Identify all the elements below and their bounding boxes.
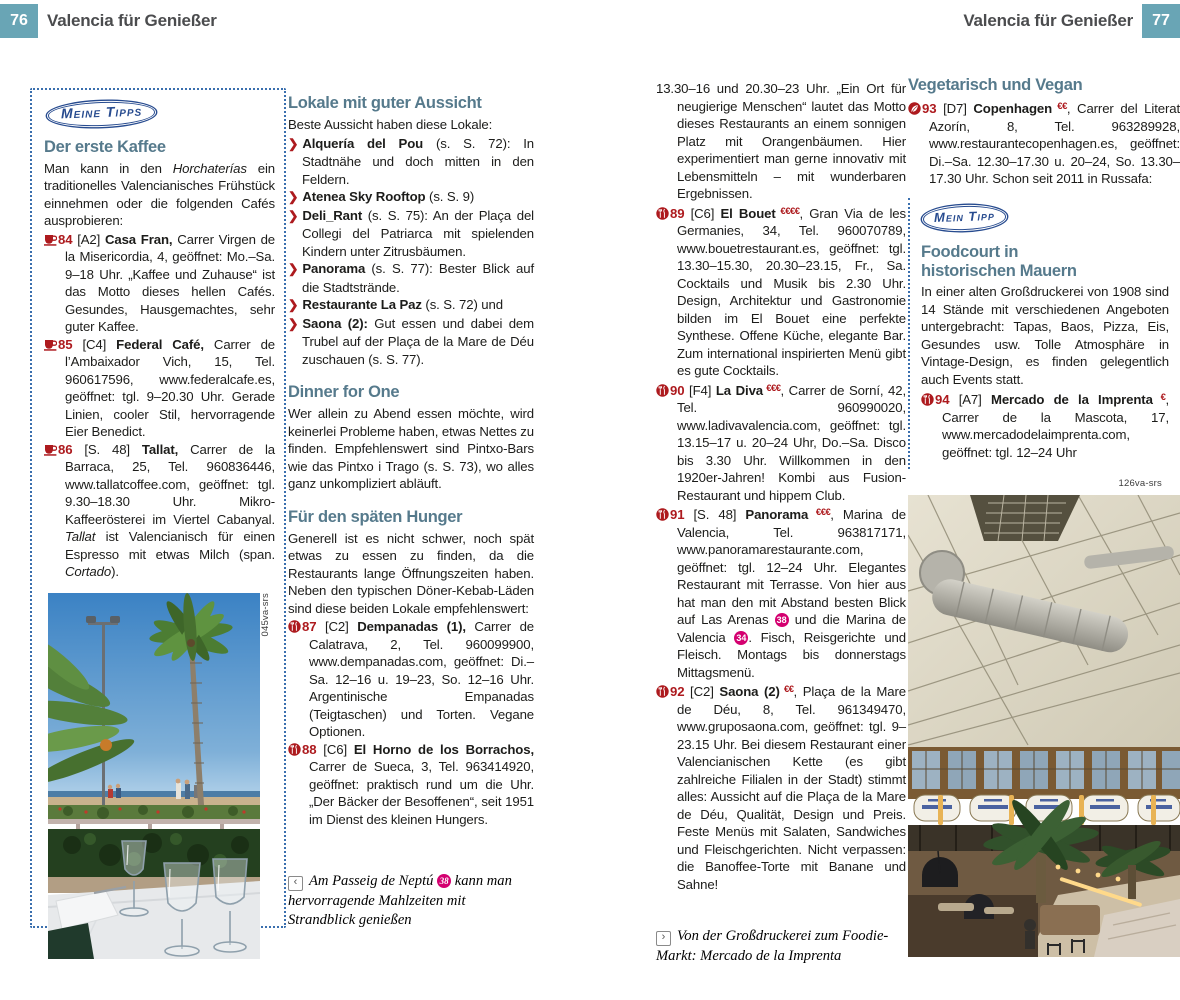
chevron-bullet-icon: ❯ — [288, 136, 299, 151]
poi-entry-89: 89 [C6] El Bouet €€€€, Gran Via de les Germanies, 34, Tel. 960070789, www.bouetrestaurant.es, geöffnet: tgl. 13.30–15.30, 20.30–23.15, Fr., Sa. Cocktails und Musik bis 2.30 Uhr. Design, Architektur und Gastronomie bilden im El Bouet eine perfekte Synthese. Offene Küche, elegante Bar. Zum international inspirierten Menü gibt es gute Cocktails. — [656, 203, 906, 380]
restaurant-entry-list — [656, 203, 906, 894]
beach-restaurant-photo — [48, 592, 271, 959]
view-list-item: ❯ Saona (2): Gut essen und dabei dem Trubel auf der Plaça de la Mare de Déu zuschauen (s. S. 77). — [288, 315, 534, 367]
late-hunger-entry-list — [288, 618, 534, 828]
dinner-paragraph: Wer allein zu Abend essen möchte, wird keinerlei Probleme haben, etwas Nettes zu finden. Empfehlenswert sind Pintxo-Bars wie das Pintxo i Trago (s. S. 73), wo alles ganz unkompliziert abläuft. — [288, 406, 534, 491]
poi-number: 86 — [58, 441, 73, 457]
photo-credit-right: 126va-srs — [1118, 478, 1162, 489]
column-restaurants — [656, 80, 906, 966]
poi-entry-91: 91 [S. 48] Panorama €€€, Marina de Valencia, Tel. 963817171, www.panoramarestaurante.com, geöffnet: tgl. 12–24 Uhr. Elegantes Restaurant mit Terrasse. Von hier aus hat man den mit Abstand besten Blick auf Las Arenas 38 und die Marina de Valencia 34 . Fisch, Reisgerichte und Fleisch. Montags bis donnerstags Mittagsmenü. — [656, 504, 906, 681]
tip-paragraph: In einer alten Großdruckerei von 1908 sind 14 Stände mit verschiedenen Angeboten untergebracht: Tapas, Baos, Pizza, Eis, Gesundes usw. Tolle Atmosphäre in Vintage-Design, es finden gelegentlich auch Events statt. — [921, 284, 1169, 387]
photo-caption-right: › Von der Großdruckerei zum Foodie-Markt: Mercado de la Imprenta — [656, 928, 889, 964]
view-list-item: ❯ Deli_Rant (s. S. 75): An der Plaça del Collegi del Patriarca mit spielenden Kindern unter Zitrusbäumen. — [288, 207, 534, 259]
tips-box — [30, 88, 286, 928]
page-number-left: 76 — [0, 4, 38, 38]
poi-entry-86: 86 [S. 48] Tallat, Carrer de la Barraca, 25, Tel. 960836446, www.tallatcoffee.com, geöffnet: tgl. 9.30–18.30 Uhr. Mikro-Kaffeerösterei im Viertel Cabanyal. Tallat ist Valencianisch für einen Espresso mit etwas Milch (span. Cortado). — [44, 441, 275, 581]
section-heading-spaeter-hunger: Für den späten Hunger — [288, 507, 463, 526]
restaurant-icon — [921, 392, 934, 407]
restaurant-icon — [656, 684, 669, 699]
view-list-item: ❯ Alquería del Pou (s. S. 72): In Stadtnähe und doch mitten in den Feldern. — [288, 135, 535, 187]
map-badge: 38 — [437, 874, 451, 888]
tip-badge: Mein Tipp — [923, 204, 1007, 230]
restaurant-icon — [288, 619, 301, 634]
column-views-dinner-hunger — [288, 92, 534, 931]
page-header-left — [0, 4, 226, 38]
poi-number: 93 — [922, 101, 937, 116]
poi-entry-84: 84 [A2] Casa Fran, Carrer Virgen de la Misericordia, 4, geöffnet: Mo.–Sa. 9–18 Uhr. „Kaffee und Zuhause“ ist das Motto dieses hellen Cafés. Gesundes, Hausgemachtes, sehr guter Kaffee. — [44, 231, 275, 336]
restaurant-icon — [656, 507, 669, 522]
cafe-entry-list — [44, 231, 275, 581]
hunger-paragraph: Generell ist es nicht schwer, noch spät etwas zu essen zu finden, da die Restaurants lange Öffnungszeiten haben. Neben den typischen Döner-Kebab-Läden sind diese beiden Lokale empfehlenswert: — [288, 530, 534, 616]
page-number-right: 77 — [1142, 4, 1180, 38]
poi-number: 88 — [302, 741, 317, 757]
chevron-bullet-icon: ❯ — [288, 208, 299, 223]
section-heading-dinner-for-one: Dinner for One — [288, 383, 400, 401]
poi-entry-90: 90 [F4] La Diva €€€, Carrer de Sorní, 42, Tel. 960990020, www.ladivavalencia.com, geöffnet: tgl. 13.15–17 u. 20–24 Uhr, Do.–Sa. Disco bis 3.30 Uhr. Willkommen in den 1920er-Jahren! Kombi aus Fusion-Restaurant und hippem Club. — [656, 380, 906, 505]
chevron-bullet-icon: ❯ — [288, 316, 299, 331]
chevron-bullet-icon: ❯ — [288, 298, 299, 312]
beach-restaurant-photo-image — [48, 593, 260, 959]
poi-number: 91 — [670, 507, 685, 522]
poi-entry-87: 87 [C2] Dempanadas (1), Carrer de Calatrava, 2, Tel. 960099900, www.dempanadas.com, geöffnet: Di.–Sa. 12–16 u. 19–23, So. 12–16 Uhr. Argentinische Empanadas (Teigtaschen) und Torten. Vegane Optionen. — [288, 618, 534, 741]
view-list-item: ❯ Atenea Sky Rooftop (s. S. 9) — [288, 189, 475, 204]
market-hall-photo — [908, 495, 1180, 957]
poi-number: 92 — [670, 684, 685, 699]
leaf-icon — [908, 101, 921, 116]
poi-entry-94: 94 [A7] Mercado de la Imprenta €, Carrer de la Mascota, 17, www.mercadodelaimprenta.com, geöffnet: tgl. 12–24 Uhr — [921, 389, 1169, 461]
chapter-title-right: Valencia für Genießer — [963, 11, 1133, 30]
poi-entry-85: 85 [C4] Federal Café, Carrer de l’Ambaixador Vich, 15, Tel. 960617596, www.federalcafe.es, geöffnet: tgl. 9–20.30 Uhr. Gerade Linien, cooler Stil, hervorragende Eier Benedict. — [44, 336, 275, 441]
section-heading-vegetarisch-und-vegan: Vegetarisch und Vegan — [908, 76, 1083, 94]
poi-number: 90 — [670, 382, 685, 398]
cafe-icon — [44, 232, 57, 247]
poi-entry-93: 93 [D7] Copenhagen €€, Carrer del Literat Azorín, 8, Tel. 963289928, www.restaurantecopenhagen.es, geöffnet: Di.–Sa. 12.30–17.30 u. 20–24, So. 13.30–17.30 Uhr. Schon seit 2011 in Russafa: — [908, 98, 1180, 188]
chapter-title-left: Valencia für Genießer — [47, 11, 217, 30]
poi-number: 85 — [58, 336, 73, 352]
caption-arrow-right-icon: › — [656, 931, 671, 946]
restaurant-icon — [656, 206, 669, 221]
poi-number: 84 — [58, 231, 73, 247]
map-badge: 34 — [736, 632, 747, 643]
photo-credit-left: 045va-srs — [259, 592, 271, 637]
poi-number: 94 — [935, 392, 950, 407]
restaurant-icon — [288, 742, 301, 757]
poi-entry-88: 88 [C6] El Horno de los Borrachos, Carrer de Sueca, 3, Tel. 963414920, geöffnet: praktisch rund um die Uhr. „Der Bäcker der Besoffenen“, seit 1951 im Dienst des kleinen Hungers. — [288, 741, 534, 829]
tips-badge: Meine Tipps — [48, 100, 156, 127]
view-list-item: ❯ Restaurante La Paz (s. S. 72) und — [288, 297, 503, 312]
section-heading-lokale-mit-guter-aussicht: Lokale mit guter Aussicht — [288, 94, 482, 112]
intro-paragraph: Man kann in den Horchaterías ein traditionelles Valencianisches Frühstück einnehmen oder die folgenden Cafés ausprobieren: — [44, 160, 275, 228]
map-badge: 38 — [776, 615, 787, 625]
tip-entry-list — [921, 389, 1169, 461]
cafe-icon — [44, 442, 57, 457]
poi-number: 87 — [302, 619, 317, 634]
views-bullet-list — [288, 135, 534, 369]
chevron-bullet-icon: ❯ — [288, 262, 299, 276]
tip-heading: Foodcourt in historischen Mauern — [921, 243, 1077, 280]
tip-box — [908, 198, 1169, 470]
chevron-bullet-icon: ❯ — [288, 190, 299, 204]
poi-number: 89 — [670, 205, 685, 221]
cafe-icon — [44, 337, 57, 352]
page-header-right — [954, 4, 1180, 38]
column-vegetarian-tip — [908, 74, 1180, 957]
poi-entry-92: 92 [C2] Saona (2) €€, Plaça de la Mare de Déu, 8, Tel. 961349470, www.gruposaona.com, geöffnet: tgl. 9–23.15 Uhr. Bei diesem Restaurant einer Valencianischen Kette (es gibt zahlreiche Filialen in der Stadt) stimmt alles: Aussicht auf die Plaça de la Mare de Déu, Qualität, Design und Preis. Feste Menüs mit Salaten, Sandwiches und Fleischgerichten. Nicht verpassen: die Banoffee-Torte mit Banane und Sahne! — [656, 681, 906, 893]
vegetarian-entry-list — [908, 98, 1180, 188]
restaurant-icon — [656, 383, 669, 398]
photo-caption-left: ‹ Am Passeig de Neptú 38 kann man hervorragende Mahlzeiten mit Strandblick genießen — [288, 873, 512, 928]
views-intro: Beste Aussicht haben diese Lokale: — [288, 117, 493, 132]
section-heading-der-erste-kaffee: Der erste Kaffee — [44, 137, 166, 156]
entry-continuation-paragraph: 13.30–16 und 20.30–23 Uhr. „Ein Ort für neugierige Menschen“ lautet das Motto dieses Restaurants an einem sonnigen Platz mit Orangenbäumen. Hier experimentiert man gerne innovativ mit Lebensmitteln – mit wunderbaren Ergebnissen. — [656, 81, 906, 201]
view-list-item: ❯ Panorama (s. S. 77): Bester Blick auf die Stadtstrände. — [288, 261, 534, 295]
caption-arrow-left-icon: ‹ — [288, 876, 303, 891]
